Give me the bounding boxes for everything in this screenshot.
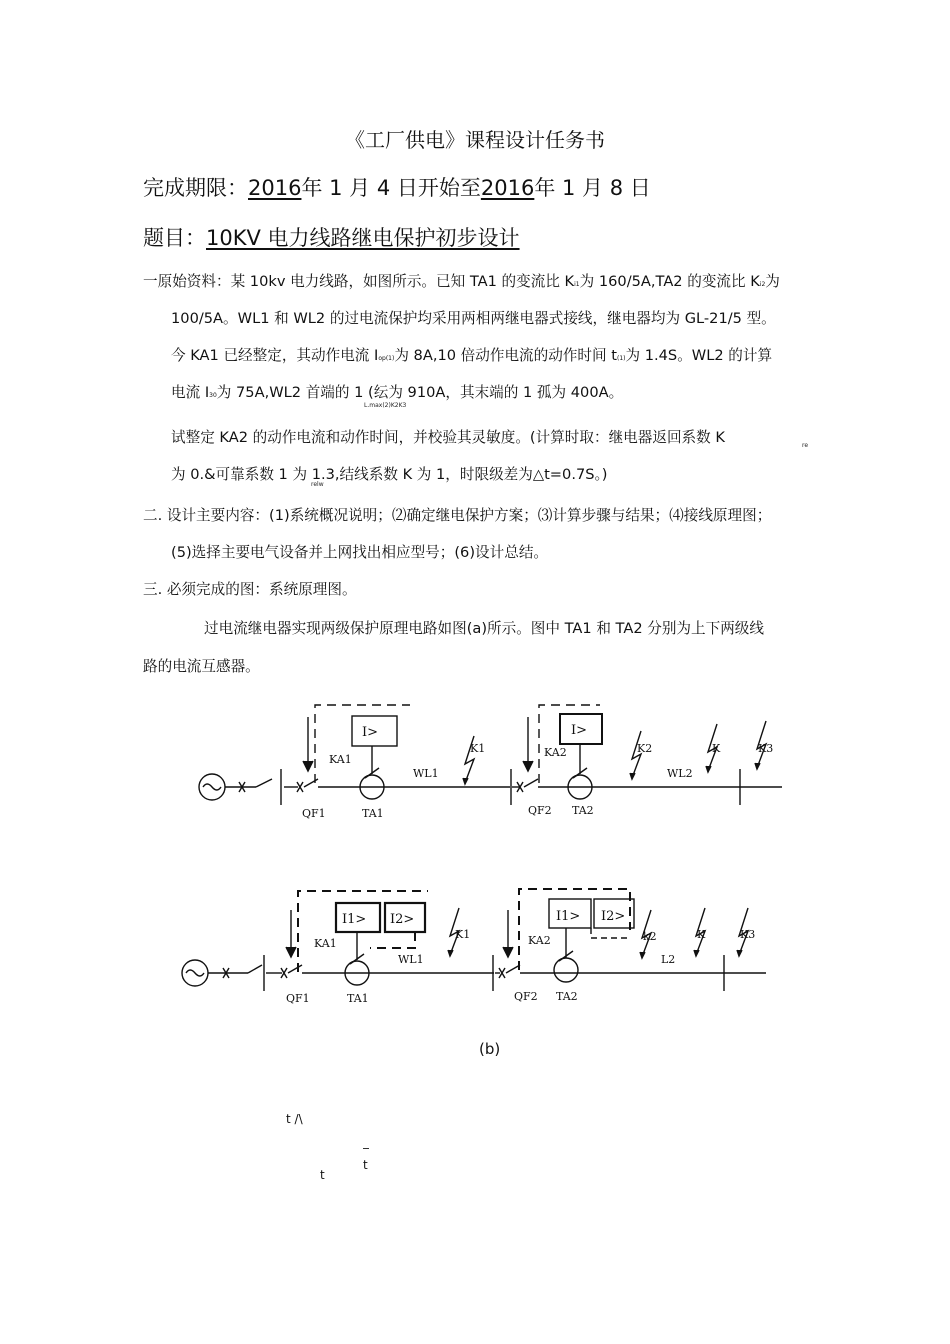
t1-subscript: (1) [616,355,626,362]
deadline-line [143,172,651,202]
iop-subscript: op(1) [378,355,395,362]
qf2-b-label: QF2 [514,990,538,1003]
section1-line5-re: re [802,442,809,449]
section1-text-c: 为 [765,273,780,290]
topic-text: 10KV 电力线路继电保护初步设计 [206,226,520,250]
ta2-label: TA2 [572,804,594,817]
ka2-label: KA2 [544,746,567,759]
topic-line [143,222,520,252]
ka2-b-label: KA2 [528,934,551,947]
section1-line2: 100/5A。WL1 和 WL2 的过电流保护均采用两相两继电器式接线，继电器均为 GL-21/5 型。 [171,310,776,327]
graph-axis-label: t /\ [286,1112,303,1126]
wl2-label: WL2 [667,767,693,780]
section1-line5: 试整定 KA2 的动作电流和动作时间，并校验其灵敏度。(计算时取：继电器返回系数 K [171,429,725,446]
deadline-start-date: 年 1 月 4 日开始至 [301,176,481,200]
deadline-label: 完成期限： [143,176,248,200]
figure-b-caption: (b) [479,1040,501,1058]
deadline-year-start: 2016 [248,176,302,200]
section1-line6: 为 0.&可靠系数 1 为 1.3,结线系数 K 为 1，时限级差为△t=0.7S。) [171,466,608,483]
relay-b2-i1: I1> [556,909,581,924]
deadline-year-end: 2016 [480,176,535,200]
section1-text-a: 一原始资料：某 10kv 电力线路，如图所示。已知 TA1 的变流比 K [143,273,575,290]
para-line1: 过电流继电器实现两级保护原理电路如图(a)所示。图中 TA1 和 TA2 分别为上下两级线 [204,620,764,637]
l2-b-label: L2 [661,953,676,966]
section1-line4-note: L.max(2)K2K3 [364,402,407,409]
ta1-label: TA1 [362,807,384,820]
ka1-b-label: KA1 [314,937,337,950]
relay-b1-i2: I2> [390,912,415,927]
section1-line3 [171,344,772,365]
section1-line3-b: 为 8A,10 倍动作电流的动作时间 t [394,347,617,364]
k2-label: K2 [637,742,653,755]
section1-line6-note: relw [311,481,324,488]
relay-b1-i1: I1> [342,912,367,927]
k-b-label: K [697,928,706,941]
qf2-label: QF2 [528,804,552,817]
section1-line3-c: 为 1.4S。WL2 的计算 [625,347,773,364]
k1-label: K1 [470,742,486,755]
ka1-label: KA1 [329,753,352,766]
section1-line4-a: 电流 I [171,384,210,401]
qf1-b-label: QF1 [286,992,310,1005]
relay-b2-i2: I2> [601,909,626,924]
relay2-label: I> [571,723,588,738]
section2-line2: (5)选择主要电气设备并上网找出相应型号；(6)设计总结。 [171,544,549,561]
graph-t1-label: t [320,1168,325,1182]
graph-t2-label: t [363,1158,368,1172]
topic-label: 题目： [143,226,206,250]
section1-line4 [171,381,623,402]
k3-b-label: K3 [740,928,756,941]
deadline-end-date: 年 1 月 8 日 [534,176,651,200]
section2-line1: 二. 设计主要内容：(1)系统概况说明；⑵确定继电保护方案；⑶计算步骤与结果；⑷接线原理图； [143,507,772,524]
k-label: K [712,742,721,755]
ta1-b-label: TA1 [347,992,369,1005]
document-title: 《工厂供电》课程设计任务书 [345,128,605,152]
k2-b-label: k2 [643,930,657,943]
k3-label: K3 [758,742,774,755]
ta2-b-icon [554,958,578,982]
ki2-subscript: i2 [759,281,766,288]
para-line2: 路的电流互感器。 [143,658,260,675]
section1-line3-a: 今 KA1 已经整定，其动作电流 I [171,347,379,364]
i30-subscript: 30 [209,392,217,399]
section3-line1: 三. 必须完成的图：系统原理图。 [143,581,357,598]
ta2-b-label: TA2 [556,990,578,1003]
relay1-label: I> [362,725,379,740]
wl1-b-label: WL1 [398,953,424,966]
section1-line1 [143,270,780,291]
figure-b-diagram [0,880,950,1010]
k1-b-label: K1 [455,928,471,941]
figure-a-diagram [0,690,950,830]
section1-line4-b: 为 75A,WL2 首端的 1 (纭为 910A，其末端的 1 孤为 400A。 [216,384,624,401]
qf1-label: QF1 [302,807,326,820]
section1-text-b: 为 160/5A,TA2 的变流比 K [579,273,760,290]
graph-tick-mark [363,1148,369,1149]
wl1-label: WL1 [413,767,439,780]
ki1-subscript: i1 [574,281,580,288]
